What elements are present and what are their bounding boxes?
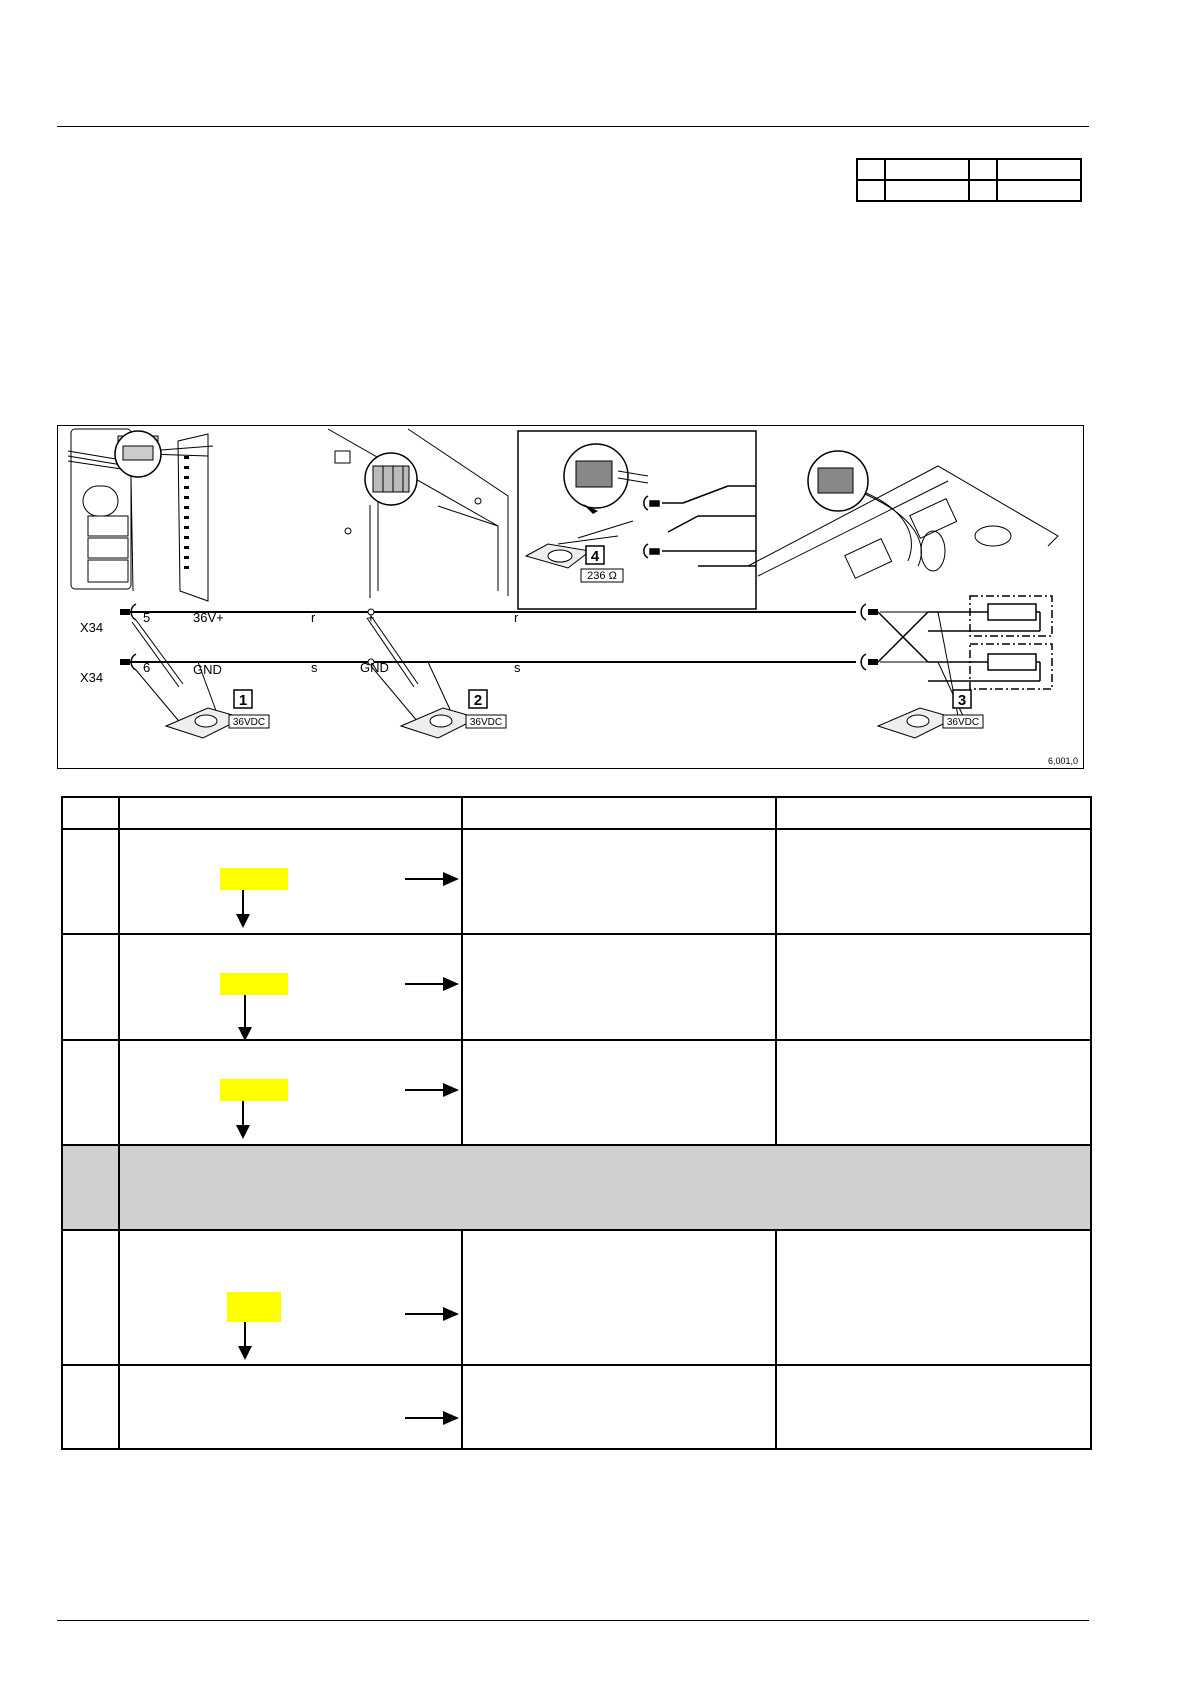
check-cell: [119, 1230, 462, 1365]
highlight-box: [220, 1079, 288, 1101]
pin-label-5: 5: [143, 610, 151, 625]
arrow-down-icon: [236, 995, 254, 1041]
chassis-illustration: [328, 429, 508, 596]
appliance-illustration: [748, 466, 1058, 578]
check-cell: [119, 1040, 462, 1145]
arrow-down-icon: [234, 1101, 252, 1141]
highlight-box: [220, 868, 288, 890]
measurement-reading-3: 36VDC: [946, 717, 980, 728]
arrow-right-icon: [405, 1081, 461, 1099]
arrow-down-icon: [234, 890, 252, 930]
measurement-reading-2: 36VDC: [469, 717, 503, 728]
connector-label-x34-pin6: X34: [80, 670, 104, 685]
pin-strip: [184, 456, 189, 569]
wire-color-s-right: s: [514, 660, 521, 675]
measurement-step-1: 1: [238, 692, 248, 709]
table-row: [62, 1040, 1091, 1145]
header-cell-result: [462, 797, 776, 829]
probes: [132, 612, 963, 728]
pin-label-6: 6: [143, 660, 151, 675]
measurement-step-3: 3: [957, 692, 967, 709]
arrow-right-icon: [405, 975, 461, 993]
connector-label-x34-pin5: X34: [80, 620, 104, 635]
terminal-label-gnd: GND: [360, 660, 389, 675]
wiring-diagram: [57, 425, 1084, 769]
troubleshooting-table: [61, 796, 1092, 1450]
header-cell-step: [62, 797, 119, 829]
measurement-step-4: 4: [590, 548, 600, 565]
check-cell: [119, 829, 462, 934]
measurement-step-2: 2: [473, 692, 483, 709]
wire-color-r-right: r: [514, 610, 519, 625]
measurement-reading-4: 236 Ω: [587, 570, 617, 582]
signal-label-gnd: GND: [193, 662, 222, 677]
table-row: [62, 1365, 1091, 1449]
footer-rule: [57, 1620, 1089, 1621]
inset-box: [518, 431, 756, 609]
wire-color-s-left: s: [311, 660, 318, 675]
arrow-right-icon: [405, 870, 461, 888]
header-cell-action: [776, 797, 1091, 829]
heater-elements: [878, 596, 1052, 689]
check-cell: [119, 1365, 462, 1449]
reference-table: [856, 158, 1082, 202]
arrow-down-icon: [236, 1322, 254, 1362]
wire-color-r-left: r: [311, 610, 316, 625]
note-cell: [119, 1145, 1091, 1230]
measurement-reading-1: 36VDC: [232, 717, 266, 728]
table-row: [62, 1230, 1091, 1365]
header-rule: [57, 126, 1089, 127]
signal-label-36v: 36V+: [193, 610, 224, 625]
arrow-right-icon: [405, 1305, 461, 1323]
header-cell-check: [119, 797, 462, 829]
table-row: [62, 829, 1091, 934]
highlight-box: [220, 973, 288, 995]
table-row: [62, 934, 1091, 1040]
table-header-row: [62, 797, 1091, 829]
check-cell: [119, 934, 462, 1040]
arrow-right-icon: [405, 1409, 461, 1427]
note-row: [62, 1145, 1091, 1230]
terminal-label-plus: +: [367, 610, 375, 625]
highlight-box: [227, 1292, 281, 1322]
figure-id: 6,001,0: [1047, 756, 1078, 766]
